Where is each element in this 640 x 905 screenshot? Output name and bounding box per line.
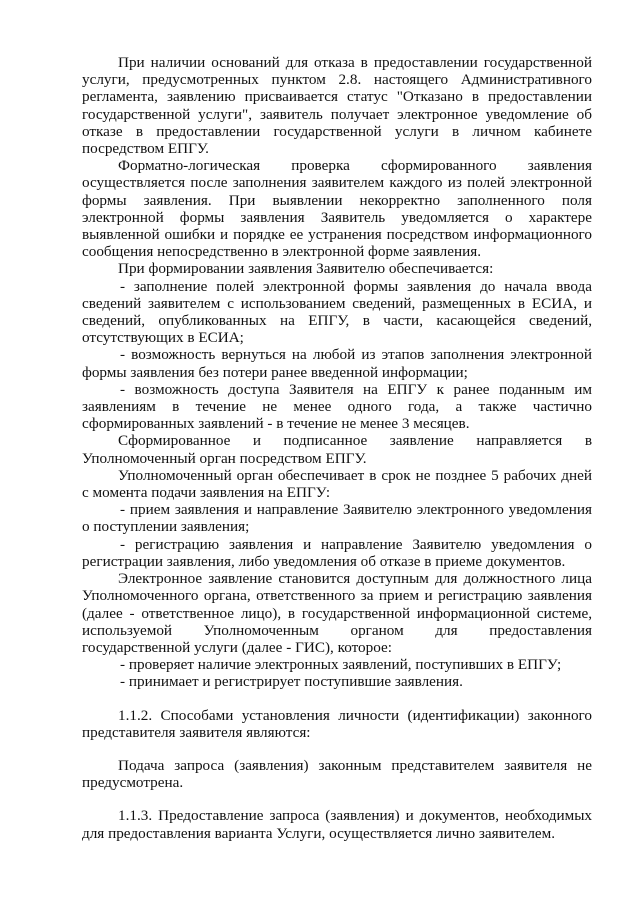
paragraph-refusal-status: При наличии оснований для отказа в предоставлении государственной услуги, предусмотренных пунктом 2.8. настоящего Административного регламента, заявлению присваивается статус "Отказано в предоставлении государственной услуги", заявитель получает электронное уведомление об отказе в предоставлении государственной услуги в личном кабинете посредством ЕПГУ. (82, 54, 592, 158)
list-item-return-step: - возможность вернуться на любой из этапов заполнения электронной формы заявления без потери ранее введенной информации; (82, 346, 592, 381)
paragraph-authority-duties: Уполномоченный орган обеспечивает в срок не позднее 5 рабочих дней с момента подачи заявления на ЕПГУ: (82, 466, 592, 502)
list-item-registration-notice: - регистрацию заявления и направление Заявителю уведомления о регистрации заявления, либо уведомления об отказе в приеме документов. (82, 535, 592, 570)
paragraph-electronic-availability: Электронное заявление становится доступным для должностного лица Уполномоченного органа, ответственного за прием и регистрацию заявления (далее - ответственное лицо), в государственной информационной системе, используемой Уполномоченным органом для предоставления государственной услуги (далее - ГИС), которое: (82, 570, 592, 656)
list-item-access-history: - возможность доступа Заявителя на ЕПГУ к ранее поданным им заявлениям в течение не менее одного года, а также частично сформированных заявлений - в течение не менее 3 месяцев. (82, 380, 592, 433)
paragraph-format-check: Форматно-логическая проверка сформированного заявления осуществляется после заполнения заявителем каждого из полей электронной формы заявления. При выявлении некорректно заполненного поля электронной формы заявления Заявитель уведомляется о характере выявленной ошибки и порядке ее устранения посредством информационного сообщения непосредственно в электронной форме заявления. (82, 157, 592, 261)
section-1-1-3: 1.1.3. Предоставление запроса (заявления) и документов, необходимых для предоставления варианта Услуги, осуществляется лично заявителем. (82, 807, 592, 842)
list-item-check-applications: - проверяет наличие электронных заявлений, поступивших в ЕПГУ; (120, 656, 562, 674)
list-item-receipt-notice: - прием заявления и направление Заявителю электронного уведомления о поступлении заявления; (82, 501, 592, 536)
paragraph-representative-not-provided: Подача запроса (заявления) законным представителем заявителя не предусмотрена. (82, 756, 592, 792)
list-item-autofill: - заполнение полей электронной формы заявления до начала ввода сведений заявителем с использованием сведений, размещенных в ЕСИА, и сведений, опубликованных на ЕПГУ, в части, касающейся сведений, отсутствующих в ЕСИА; (82, 277, 592, 347)
section-1-1-2: 1.1.2. Способами установления личности (идентификации) законного представителя заявителя являются: (82, 706, 592, 741)
document-body (82, 54, 592, 842)
list-item-register-applications: - принимает и регистрирует поступившие заявления. (120, 673, 463, 691)
paragraph-form-provision-intro: При формировании заявления Заявителю обеспечивается: (118, 260, 494, 278)
paragraph-submission: Сформированное и подписанное заявление направляется в Уполномоченный орган посредством ЕПГУ. (82, 432, 592, 467)
